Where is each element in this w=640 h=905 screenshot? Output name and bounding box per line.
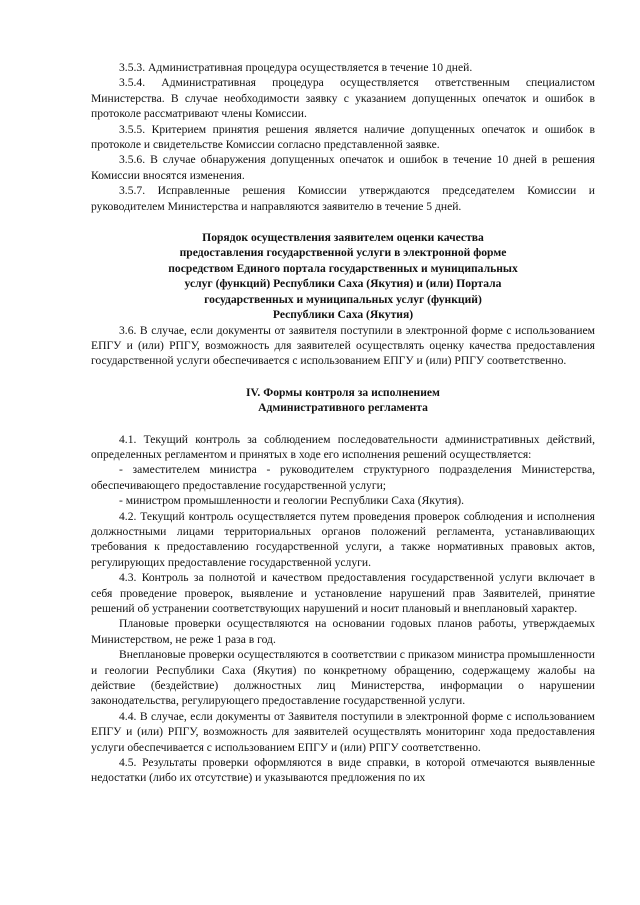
- list-item-deputy-minister: - заместителем министра - руководителем структурного подразделения Министерства, обеспечивающего предоставление государственной услуги;: [91, 463, 595, 492]
- heading-line: государственных и муниципальных услуг (функций): [204, 292, 482, 306]
- paragraph-3-5-7: 3.5.7. Исправленные решения Комиссии утверждаются председателем Комиссии и руководителем Министерства и направляются заявителю в течение 5 дней.: [91, 184, 595, 213]
- paragraph-4-5: 4.5. Результаты проверки оформляются в виде справки, в которой отмечаются выявленные недостатки (либо их отсутствие) и указываются предложения по их: [91, 756, 595, 785]
- paragraph-4-4: 4.4. В случае, если документы от Заявителя поступили в электронной форме с использованием ЕПГУ и (или) РПГУ, возможность для заявителей осуществлять мониторинг хода предоставления услуги обеспечивается с использованием ЕПГУ и (или) РПГУ соответственно.: [91, 709, 595, 754]
- heading-line: Республики Саха (Якутия): [272, 308, 414, 322]
- heading-line: IV. Формы контроля за исполнением: [246, 385, 440, 399]
- list-item-minister: - министром промышленности и геологии Республики Саха (Якутия).: [119, 494, 465, 508]
- paragraph-planned-checks: Плановые проверки осуществляются на основании годовых планов работы, утверждаемых Министерством, не реже 1 раза в год.: [91, 617, 595, 646]
- spacer: [91, 214, 595, 230]
- heading-line: Порядок осуществления заявителем оценки качества: [202, 231, 484, 245]
- heading-line: услуг (функций) Республики Саха (Якутия) и (или) Портала: [184, 277, 502, 291]
- paragraph-3-5-6: 3.5.6. В случае обнаружения допущенных опечаток и ошибок в течение 10 дней в решения Комиссии вносятся изменения.: [91, 153, 595, 182]
- paragraph-3-6: 3.6. В случае, если документы от заявителя поступили в электронной форме с использованием ЕПГУ и (или) РПГУ, возможность для заявителей осуществлять оценку качества предоставления государственной услуги обеспечивается с использованием ЕПГУ и (или) РПГУ соответственно.: [91, 323, 595, 368]
- heading-line: Административного регламента: [258, 401, 428, 415]
- paragraph-3-5-4: 3.5.4. Административная процедура осуществляется ответственным специалистом Министерства. В случае необходимости заявку с указанием допущенных опечаток и ошибок в протоколе рассматривают члены Комиссии.: [91, 76, 595, 121]
- paragraph-4-2: 4.2. Текущий контроль осуществляется путем проведения проверок соблюдения и исполнения должностными лицами территориальных органов положений регламента, устанавливающих требования к предоставлению государственной услуги, а также нормативных правовых актов, регулирующих предоставление государственной услуги.: [91, 509, 595, 569]
- heading-line: посредством Единого портала государственных и муниципальных: [168, 261, 518, 275]
- heading-quality-assessment: [91, 230, 595, 322]
- spacer: [91, 369, 595, 385]
- paragraph-4-3: 4.3. Контроль за полнотой и качеством предоставления государственной услуги включает в себя проведение проверок, выявление и установление нарушений прав Заявителей, принятие решений об устранении соответствующих нарушений и носит плановый и внеплановый характер.: [91, 571, 595, 615]
- paragraph-3-5-5: 3.5.5. Критерием принятия решения является наличие допущенных опечаток и ошибок в протоколе и свидетельстве Комиссии согласно представленной заявке.: [91, 122, 595, 152]
- document-body: [91, 60, 595, 786]
- paragraph-unplanned-checks: Внеплановые проверки осуществляются в соответствии с приказом министра промышленности и геологии Республики Саха (Якутия) по конкретному обращению, содержащему жалобы на действие (бездействие) должностных лиц Министерства, информации о нарушении законодательства, регулирующего предоставление государственной услуги.: [91, 648, 595, 708]
- paragraph-4-1: 4.1. Текущий контроль за соблюдением последовательности административных действий, определенных регламентом и принятых в ходе его исполнения решений осуществляется:: [91, 432, 595, 461]
- paragraph-3-5-3: 3.5.3. Административная процедура осуществляется в течение 10 дней.: [119, 61, 473, 74]
- heading-section-iv: [91, 385, 595, 416]
- spacer: [91, 416, 595, 432]
- heading-line: предоставления государственной услуги в электронной форме: [179, 246, 507, 260]
